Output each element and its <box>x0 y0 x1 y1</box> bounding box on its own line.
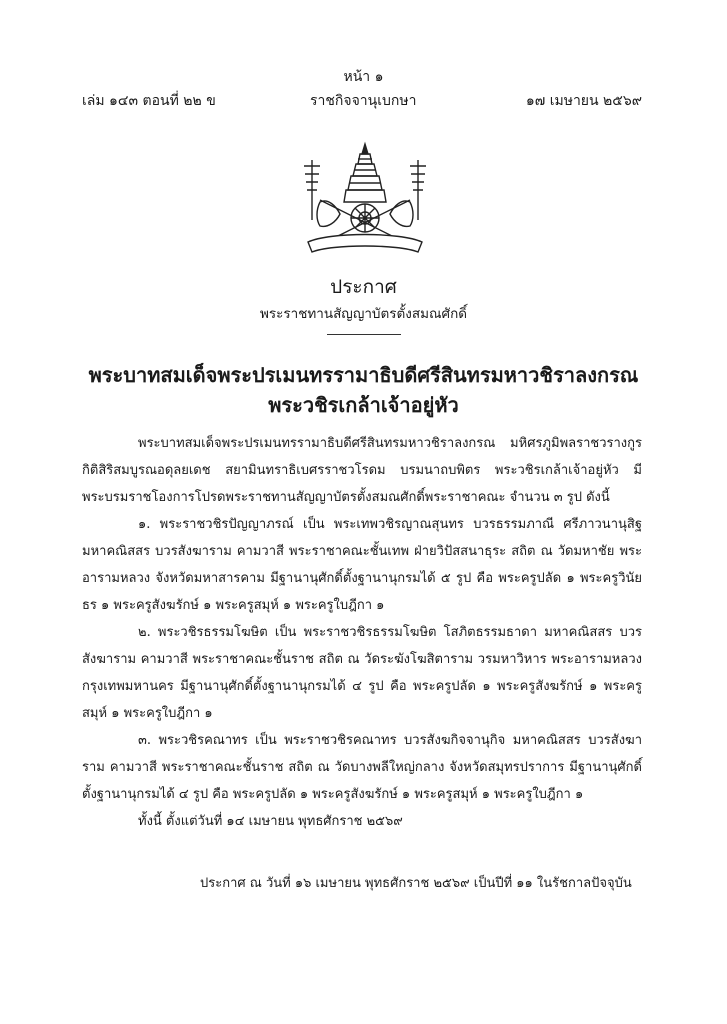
appointment-item-1: ๑. พระราชวชิรปัญญาภรณ์ เป็น พระเทพวชิรญาณสุนทร บวรธรรมภาณี ศรีภาวนานุสิฐ มหาคณิสสร บวรสังฆาราม คามวาสี พระราชาคณะชั้นเทพ ฝ่ายวิปัสสนาธุระ สถิต ณ วัดมหาชัย พระอารามหลวง จังหวัดมหาสารคาม มีฐานานุศักดิ์ตั้งฐานานุกรมได้ ๕ รูป คือ พระครูปลัด ๑ พระครูวินัยธร ๑ พระครูสังฆรักษ์ ๑ พระครูสมุห์ ๑ พระครูใบฎีกา ๑ <box>82 517 642 613</box>
royal-title <box>0 360 727 420</box>
gazette-header <box>82 90 642 110</box>
intro-paragraph: พระบาทสมเด็จพระปรเมนทรรามาธิบดีศรีสินทรมหาวชิราลงกรณ มหิศรภูมิพลราชวรางกูร กิติสิริสมบูรณอดุลยเดช สยามินทราธิเบศรราชวโรดม บรมนาถบพิตร พระวชิรเกล้าเจ้าอยู่หัว มีพระบรมราชโองการโปรดพระราชทานสัญญาบัตรตั้งสมณศักดิ์พระราชาคณะ จำนวน ๓ รูป ดังนี้ <box>82 436 642 505</box>
title-divider <box>327 334 401 335</box>
page-number: หน้า ๑ <box>343 69 384 85</box>
document-type: ประกาศ <box>330 276 397 298</box>
effective-date: ทั้งนี้ ตั้งแต่วันที่ ๑๔ เมษายน พุทธศักราช ๒๕๖๙ <box>138 814 403 829</box>
appointment-item-2: ๒. พระวชิรธรรมโฆษิต เป็น พระราชวชิรธรรมโฆษิต โสภิตธรรมธาดา มหาคณิสสร บวรสังฆาราม คามวาสี พระราชาคณะชั้นราช สถิต ณ วัดระฆังโฆสิตาราม วรมหาวิหาร พระอารามหลวง กรุงเทพมหานคร มีฐานานุศักดิ์ตั้งฐานานุกรมได้ ๔ รูป คือ พระครูปลัด ๑ พระครูสังฆรักษ์ ๑ พระครูสมุห์ ๑ พระครูใบฎีกา ๑ <box>82 625 642 721</box>
proclamation-date-line: ประกาศ ณ วันที่ ๑๖ เมษายน พุทธศักราช ๒๕๖๙ เป็นปีที่ ๑๑ ในรัชกาลปัจจุบัน <box>200 876 632 891</box>
royal-garuda-emblem-icon <box>290 140 440 260</box>
document-subject: พระราชทานสัญญาบัตรตั้งสมณศักดิ์ <box>259 306 468 322</box>
announcement-body <box>82 430 642 835</box>
volume-issue: เล่ม ๑๔๓ ตอนที่ ๒๒ ข <box>82 93 216 109</box>
royal-title-line-2: พระวชิรเกล้าเจ้าอยู่หัว <box>268 393 459 417</box>
gazette-name: ราชกิจจานุเบกษา <box>310 93 417 109</box>
royal-title-line-1: พระบาทสมเด็จพระปรเมนทรรามาธิบดีศรีสินทรมหาวชิราลงกรณ <box>88 363 639 387</box>
publication-date: ๑๗ เมษายน ๒๕๖๙ <box>525 93 642 109</box>
appointment-item-3: ๓. พระวชิรคณาทร เป็น พระราชวชิรคณาทร บวรสังฆกิจจานุกิจ มหาคณิสสร บวรสังฆาราม คามวาสี พระราชาคณะชั้นราช สถิต ณ วัดบางพลีใหญ่กลาง จังหวัดสมุทรปราการ มีฐานานุศักดิ์ตั้งฐานานุกรมได้ ๔ รูป คือ พระครูปลัด ๑ พระครูสังฆรักษ์ ๑ พระครูสมุห์ ๑ พระครูใบฎีกา ๑ <box>82 733 642 802</box>
